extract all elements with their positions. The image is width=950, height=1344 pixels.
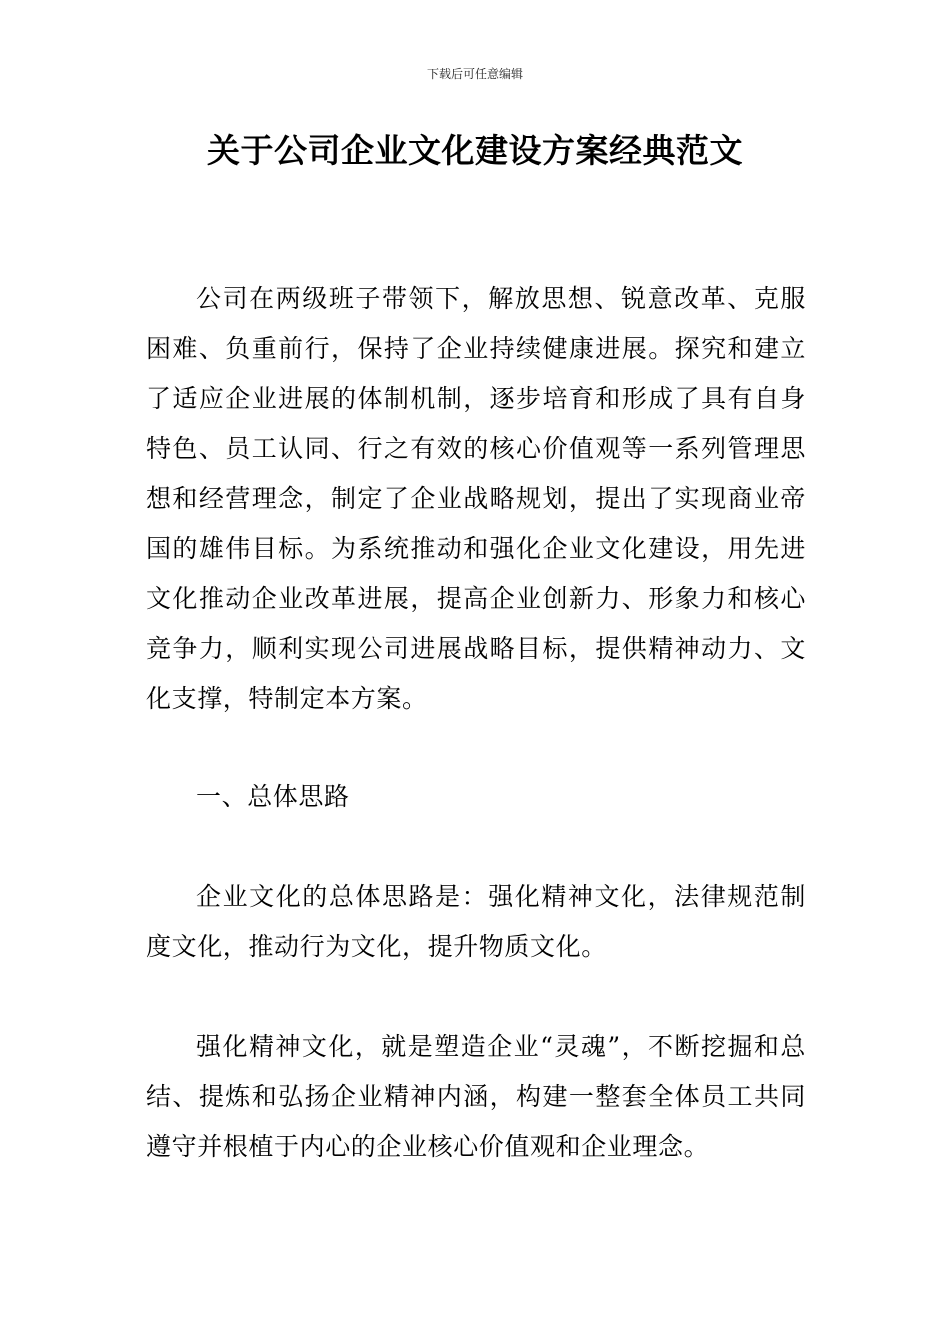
intro-paragraph: 公司在两级班子带领下，解放思想、锐意改革、克服困难、负重前行，保持了企业持续健康进展。探究和建立了适应企业进展的体制机制，逐步培育和形成了具有自身特色、员工认同、行之有效的核心价值观等一系列管理思想和经营理念，制定了企业战略规划，提出了实现商业帝国的雄伟目标。为系统推动和强化企业文化建设，用先进文化推动企业改革进展，提高企业创新力、形象力和核心竞争力，顺利实现公司进展战略目标，提供精神动力、文化支撑，特制定本方案。	[146, 284, 806, 713]
document-title: 关于公司企业文化建设方案经典范文	[207, 131, 743, 170]
header-note: 下载后可任意编辑	[426, 67, 523, 81]
spiritual-culture-paragraph: 强化精神文化，就是塑造企业“灵魂”，不断挖掘和总结、提炼和弘扬企业精神内涵，构建一整套全体员工共同遵守并根植于内心的企业核心价值观和企业理念。	[146, 1032, 806, 1161]
overall-approach-paragraph: 企业文化的总体思路是：强化精神文化，法律规范制度文化，推动行为文化，提升物质文化。	[146, 882, 806, 961]
section-heading-overall-approach: 一、总体思路	[196, 782, 350, 811]
